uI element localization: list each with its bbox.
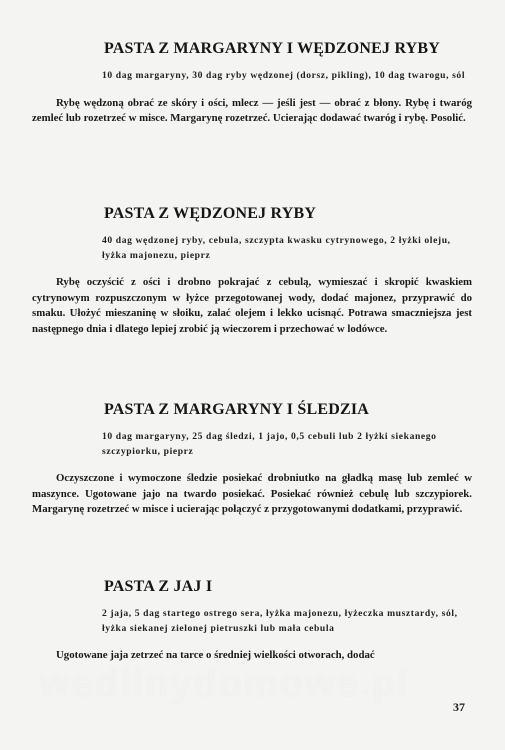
recipe-smoked-fish <box>32 205 472 337</box>
recipe-ingredients: 10 dag margaryny, 25 dag śledzi, 1 jajo, 0,5 cebuli lub 2 łyżki siekanego szczypiorku, pieprz <box>102 431 437 457</box>
recipe-title: PASTA Z WĘDZONEJ RYBY <box>104 205 317 222</box>
recipe-title: PASTA Z MARGARYNY I ŚLEDZIA <box>104 401 370 418</box>
recipe-eggs <box>32 578 472 664</box>
site-watermark: wedlinydomowe.pl <box>40 663 410 705</box>
recipe-title: PASTA Z MARGARYNY I WĘDZONEJ RYBY <box>104 40 441 57</box>
recipe-ingredients: 40 dag wędzonej ryby, cebula, szczypta kwasku cytrynowego, 2 łyżki oleju, łyżka majonezu, pieprz <box>102 235 451 261</box>
recipe-ingredients: 2 jaja, 5 dag startego ostrego sera, łyżka majonezu, łyżeczka musztardy, sól, łyżka siekanej zielonej pietruszki lub mała cebula <box>102 608 458 634</box>
recipe-instructions: Rybę oczyścić z ości i drobno pokrajać z cebulą, wymieszać i skropić kwaskiem cytrynowym rozpuszczonym w łyżce przegotowanej wody, dodać majonez, przyprawić do smaku. Ułożyć mieszaninę w słoiku, zalać olejem i lekko ucisnąć. Potrawa smaczniejsza jest następnego dnia i dlatego lepiej zrobić ją wieczorem i przechować w lodówce. <box>32 276 472 335</box>
recipe-instructions: Oczyszczone i wymoczone śledzie posiekać drobniutko na gładką masę lub zemleć w maszynce. Ugotowane jajo na twardo posiekać. Posiekać również cebulę lub szczypiorek. Margarynę rozetrzeć w misce i ucierając połączyć z przygotowanymi dodatkami, przyprawić. <box>32 472 472 515</box>
recipe-margarine-smoked-fish <box>32 40 472 127</box>
page-number: 37 <box>453 700 465 714</box>
recipe-title: PASTA Z JAJ I <box>104 578 213 595</box>
recipe-instructions: Rybę wędzoną obrać ze skóry i ości, mlecz — jeśli jest — obrać z błony. Rybę i twaróg zemleć lub rozetrzeć w misce. Margarynę rozetrzeć. Ucierając dodawać twaróg i rybę. Posolić. <box>32 96 472 124</box>
recipe-instructions: Ugotowane jaja zetrzeć na tarce o średniej wielkości otworach, dodać <box>56 649 375 661</box>
recipe-ingredients: 10 dag margaryny, 30 dag ryby wędzonej (dorsz, pikling), 10 dag twarogu, sól <box>102 70 466 81</box>
recipe-margarine-herring <box>32 401 472 518</box>
